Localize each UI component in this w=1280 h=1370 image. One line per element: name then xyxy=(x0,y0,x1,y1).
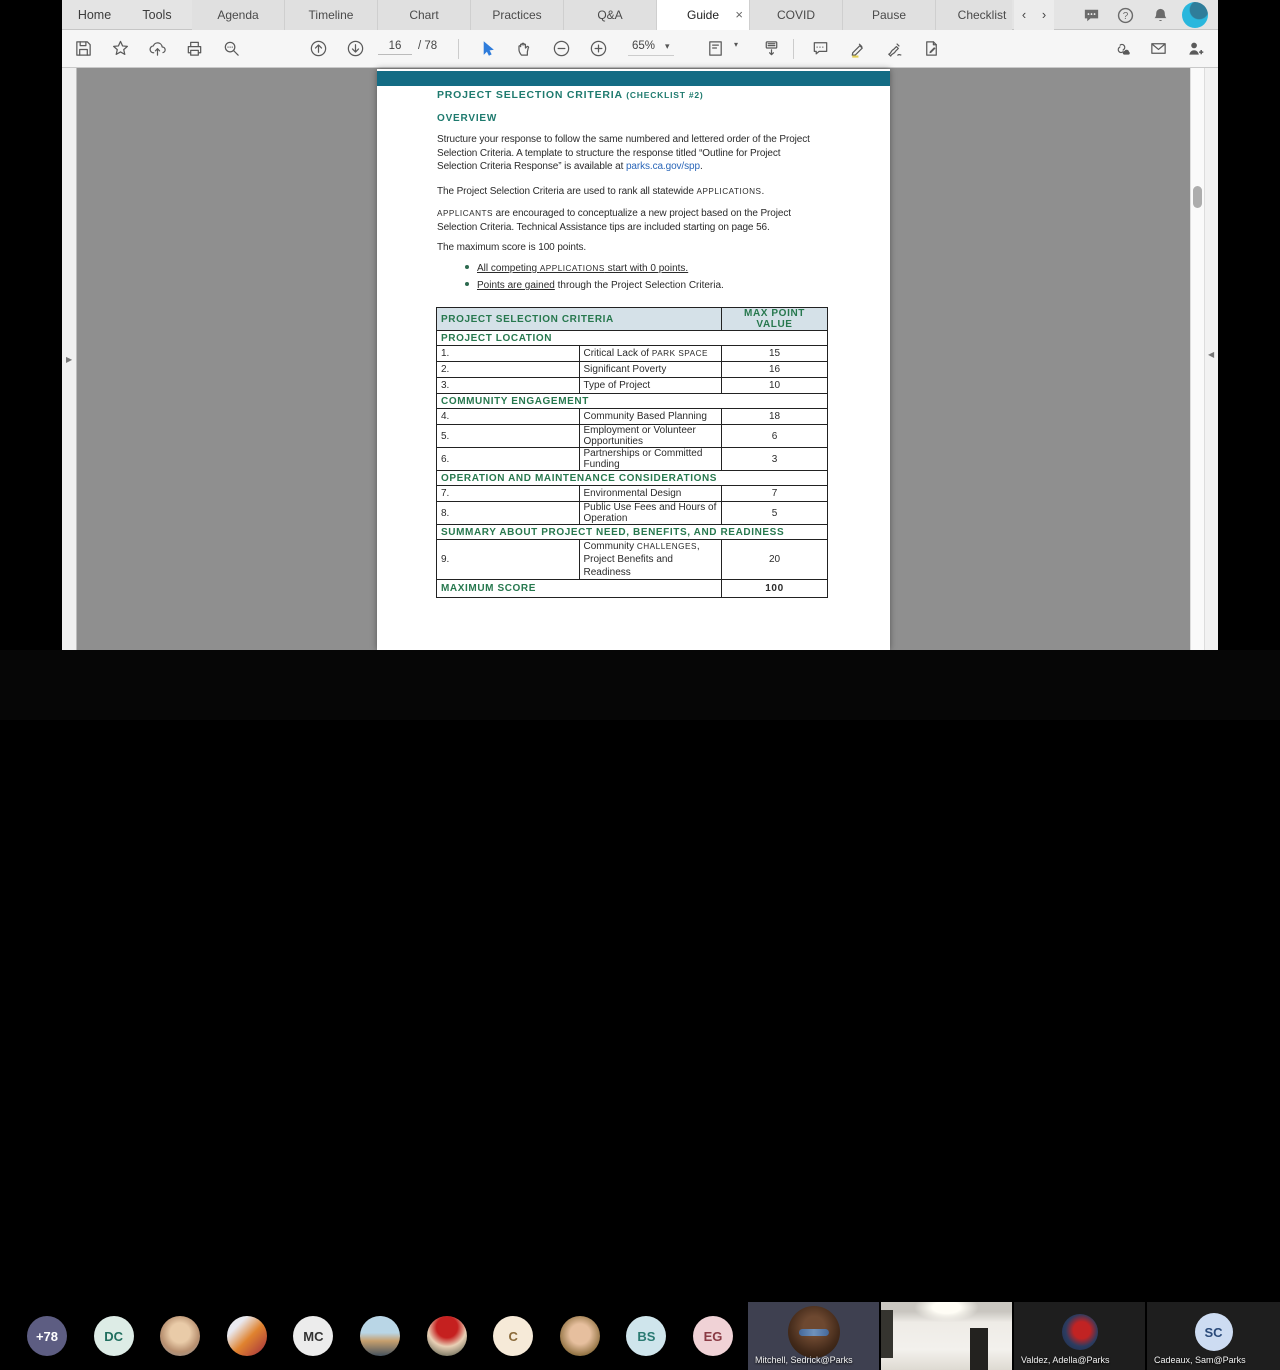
tab-label: Practices xyxy=(492,8,542,22)
video-tile[interactable] xyxy=(748,1302,879,1370)
page-number-input[interactable]: 16 xyxy=(378,40,412,55)
page-fit-icon[interactable] xyxy=(703,36,727,61)
left-pane-strip xyxy=(62,68,77,650)
tile-photo-avatar xyxy=(1062,1314,1098,1350)
page-up-icon[interactable] xyxy=(306,36,330,61)
tab-label: Q&A xyxy=(597,8,623,22)
right-pane-strip xyxy=(1204,68,1218,650)
text-segment: The maximum score is 100 points. xyxy=(437,242,587,253)
add-person-icon[interactable] xyxy=(1183,36,1207,61)
table-cell xyxy=(579,378,722,394)
text-segment: Employment or Volunteer Opportunities xyxy=(583,425,696,447)
menu-tab-home[interactable]: Home xyxy=(77,8,112,22)
text-segment: through the Project Selection Criteria. xyxy=(554,280,724,291)
tab-chart[interactable] xyxy=(378,0,471,30)
table-cell: 10 xyxy=(722,378,828,394)
table-cell xyxy=(579,346,722,362)
table-cell: 7. xyxy=(437,486,580,502)
star-icon[interactable] xyxy=(108,36,132,61)
doc-title-text: PROJECT SELECTION CRITERIA xyxy=(437,89,623,101)
table-cell: 5 xyxy=(722,502,828,525)
room-tv xyxy=(881,1310,893,1358)
text-segment: Community Based Planning xyxy=(583,411,707,422)
doc-title-note: (CHECKLIST #2) xyxy=(626,90,704,100)
doc-paragraph-p1 xyxy=(437,133,877,174)
select-icon[interactable] xyxy=(475,36,499,61)
scroll-mode-icon[interactable] xyxy=(759,36,783,61)
text-segment: Significant Poverty xyxy=(583,364,667,375)
participant-initials-avatar[interactable]: EG xyxy=(693,1316,733,1356)
doc-title xyxy=(437,89,704,101)
tab-agenda[interactable] xyxy=(192,0,285,30)
tab-label: Guide xyxy=(686,8,720,22)
tab-timeline[interactable] xyxy=(285,0,378,30)
text-segment: Public Use Fees and Hours of Operation xyxy=(583,502,717,524)
text-segment: are encouraged to conceptualize a new project based on the Project xyxy=(492,208,791,219)
page-number-box xyxy=(378,40,437,55)
bullet-icon xyxy=(465,282,469,286)
doc-bullet-list xyxy=(465,260,724,294)
tab-q-a[interactable] xyxy=(564,0,657,30)
table-cell xyxy=(579,362,722,378)
table-cell: 15 xyxy=(722,346,828,362)
bullet-item xyxy=(465,260,724,277)
text-segment: Selection Criteria. Technical Assistance tips are included starting on page 56. xyxy=(437,221,770,233)
participant-initials-avatar[interactable]: BS xyxy=(626,1316,666,1356)
chevron-down-icon: ▾ xyxy=(734,40,739,49)
zoom-in-icon[interactable] xyxy=(586,36,610,61)
notification-bell-icon[interactable] xyxy=(1148,3,1172,27)
video-tile[interactable] xyxy=(881,1302,1012,1370)
table-cell: 4. xyxy=(437,409,580,425)
tab-covid[interactable] xyxy=(750,0,843,30)
close-icon[interactable]: × xyxy=(735,7,743,22)
table-section-cell: PROJECT LOCATION xyxy=(437,331,828,346)
doc-paragraph-p4 xyxy=(437,241,877,255)
participant-initials-avatar[interactable]: C xyxy=(493,1316,533,1356)
page-down-icon[interactable] xyxy=(343,36,367,61)
help-icon[interactable] xyxy=(1113,3,1137,27)
zoom-out-icon[interactable] xyxy=(549,36,573,61)
page-count-label: / 78 xyxy=(418,40,438,52)
table-section-cell: SUMMARY ABOUT PROJECT NEED, BENEFITS, AND READINESS xyxy=(437,525,828,540)
toolbar-separator xyxy=(458,39,459,59)
tab-label: Timeline xyxy=(308,8,354,22)
tab-scroll-prev-button[interactable]: ‹ xyxy=(1014,0,1034,30)
video-tile[interactable] xyxy=(1147,1302,1280,1370)
doc-paragraph-p3 xyxy=(437,207,877,234)
participant-name-label: Mitchell, Sedrick@Parks xyxy=(755,1355,853,1365)
table-cell: 7 xyxy=(722,486,828,502)
table-cell: 3 xyxy=(722,448,828,471)
svg-text:?: ? xyxy=(1122,10,1128,22)
participant-photo-avatar[interactable] xyxy=(560,1316,600,1356)
table-cell: 2. xyxy=(437,362,580,378)
table-cell: 20 xyxy=(722,540,828,580)
bullet-icon xyxy=(465,265,469,269)
table-header-cell: PROJECT SELECTION CRITERIA xyxy=(437,308,722,331)
link-cloud-icon[interactable] xyxy=(1109,36,1133,61)
bullet-item xyxy=(465,277,724,294)
participant-strip xyxy=(0,650,1280,1365)
highlight-icon[interactable] xyxy=(845,36,869,61)
text-segment: APPLICATIONS xyxy=(696,187,762,196)
sign-icon[interactable] xyxy=(882,36,906,61)
video-tile[interactable] xyxy=(1014,1302,1145,1370)
text-segment: Partnerships or Committed Funding xyxy=(583,448,703,470)
tile-initials-avatar: SC xyxy=(1195,1313,1233,1351)
scrollbar-thumb[interactable] xyxy=(1193,186,1202,208)
table-cell: 6 xyxy=(722,425,828,448)
comment-icon[interactable] xyxy=(808,36,832,61)
tab-scroll-next-button[interactable]: › xyxy=(1034,0,1054,30)
room-video xyxy=(881,1302,1012,1370)
view-group xyxy=(703,36,783,61)
tab-label: Pause xyxy=(871,8,907,22)
save-icon[interactable] xyxy=(71,36,95,61)
overflow-count-avatar[interactable]: +78 xyxy=(27,1316,67,1356)
table-cell: 1. xyxy=(437,346,580,362)
table-total-cell: MAXIMUM SCORE xyxy=(437,580,722,598)
tab-checklist[interactable] xyxy=(936,0,1012,30)
participant-initials-avatar[interactable]: DC xyxy=(94,1316,134,1356)
tab-label: Chart xyxy=(409,8,439,22)
table-cell: 9. xyxy=(437,540,580,580)
table-cell xyxy=(579,540,722,580)
criteria-table xyxy=(436,307,828,598)
cloud-upload-icon[interactable] xyxy=(145,36,169,61)
chevron-down-icon: ▾ xyxy=(665,41,670,51)
table-section-cell: OPERATION AND MAINTENANCE CONSIDERATIONS xyxy=(437,471,828,486)
document-tabs xyxy=(192,0,1012,30)
email-icon[interactable] xyxy=(1146,36,1170,61)
table-cell: 3. xyxy=(437,378,580,394)
left-pane-toggle[interactable]: ▶ xyxy=(66,355,73,364)
text-segment: Type of Project xyxy=(583,380,651,391)
table-cell xyxy=(579,448,722,471)
participant-photo-avatar[interactable] xyxy=(360,1316,400,1356)
table-cell xyxy=(579,502,722,525)
tab-pause[interactable] xyxy=(843,0,936,30)
text-segment: Structure your response to follow the same numbered and lettered order of the Project xyxy=(437,134,810,145)
tile-photo-avatar xyxy=(788,1306,840,1358)
table-cell: 5. xyxy=(437,425,580,448)
text-segment: Points are gained xyxy=(477,280,555,291)
participant-photo-avatar[interactable] xyxy=(427,1316,467,1356)
text-segment: Selection Criteria Response” is available at xyxy=(437,161,626,172)
table-header-cell: MAX POINT VALUE xyxy=(722,308,828,331)
text-segment: APPLICATIONS xyxy=(539,264,605,273)
text-segment: Selection Criteria. A template to structure the response titled “Outline for Project xyxy=(437,147,781,159)
text-segment: . xyxy=(761,186,765,197)
participant-photo-avatar[interactable] xyxy=(160,1316,200,1356)
tab-practices[interactable] xyxy=(471,0,564,30)
doc-paragraph-p2 xyxy=(437,185,877,199)
zoom-select[interactable] xyxy=(628,40,674,56)
chat-icon[interactable] xyxy=(1079,3,1103,27)
table-cell xyxy=(579,409,722,425)
table-cell: 8. xyxy=(437,502,580,525)
participant-photo-avatar[interactable] xyxy=(227,1316,267,1356)
text-segment: All competing xyxy=(477,263,540,274)
pdf-toolbar xyxy=(62,30,1218,68)
table-cell: 6. xyxy=(437,448,580,471)
text-segment: Environmental Design xyxy=(583,488,682,499)
participant-name-label: Valdez, Adella@Parks xyxy=(1021,1355,1110,1365)
text-segment: , Project Benefits and Readiness xyxy=(583,541,700,578)
doc-link[interactable]: parks.ca.gov/spp xyxy=(625,161,700,172)
user-avatar[interactable] xyxy=(1182,2,1208,28)
zoom-value: 65% xyxy=(632,40,656,52)
shared-screen-acrobat-window xyxy=(62,0,1218,650)
toolbar-separator xyxy=(793,39,794,59)
table-cell xyxy=(579,425,722,448)
text-segment: . xyxy=(699,161,703,172)
tab-label: COVID xyxy=(776,8,815,22)
print-icon[interactable] xyxy=(182,36,206,61)
text-segment: PARK SPACE xyxy=(651,349,708,358)
tab-label: Agenda xyxy=(217,8,259,22)
tab-guide[interactable] xyxy=(657,0,750,30)
search-icon[interactable] xyxy=(219,36,243,61)
right-pane-toggle[interactable]: ◀ xyxy=(1208,350,1215,359)
participant-name-label: Cadeaux, Sam@Parks xyxy=(1154,1355,1246,1365)
participant-initials-avatar[interactable]: MC xyxy=(293,1316,333,1356)
text-segment: start with 0 points. xyxy=(604,263,689,274)
text-segment: The Project Selection Criteria are used to rank all statewide xyxy=(437,186,697,197)
table-section-cell: COMMUNITY ENGAGEMENT xyxy=(437,394,828,409)
tab-label: Checklist xyxy=(957,8,1007,22)
page-edit-icon[interactable] xyxy=(919,36,943,61)
table-total-cell: 100 xyxy=(722,580,828,598)
text-segment: Community xyxy=(583,541,637,552)
doc-section-heading: OVERVIEW xyxy=(437,113,498,124)
menu-tab-tools[interactable]: Tools xyxy=(142,8,172,22)
room-door xyxy=(970,1328,988,1370)
text-segment: APPLICANTS xyxy=(437,209,493,218)
tab-bar xyxy=(62,0,1218,30)
table-cell xyxy=(579,486,722,502)
vertical-scrollbar[interactable] xyxy=(1190,68,1204,650)
page-header-band xyxy=(377,71,890,86)
table-cell: 16 xyxy=(722,362,828,378)
hand-icon[interactable] xyxy=(512,36,536,61)
pdf-page xyxy=(377,69,890,650)
table-cell: 18 xyxy=(722,409,828,425)
text-segment: Critical Lack of xyxy=(583,348,652,359)
text-segment: CHALLENGES xyxy=(636,542,697,551)
